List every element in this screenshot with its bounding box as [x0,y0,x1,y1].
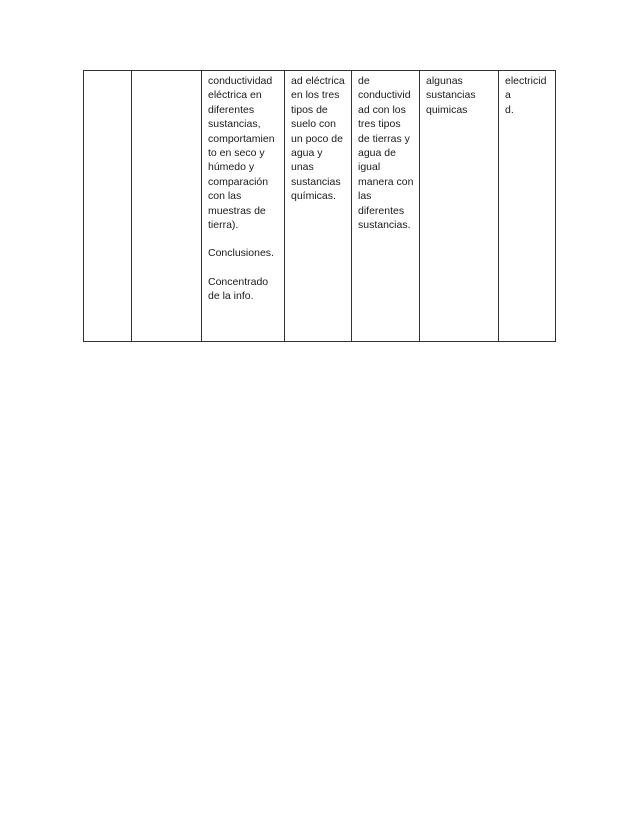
table-cell-2 [132,71,202,342]
table-cell-4 [285,71,352,342]
data-table [83,70,556,342]
cell-paragraph: electricida d. [505,75,547,116]
table-cell-1 [84,71,132,342]
table-cell-6 [420,71,499,342]
table-cell-7 [499,71,556,342]
table-row [84,71,556,342]
table-cell-3 [202,71,285,342]
cell-paragraph: Conclusiones. [208,247,274,260]
cell-paragraph: Concentrado de la info. [208,275,269,303]
cell-paragraph: algunas sustancias quimicas [426,75,476,116]
cell-paragraph: ad eléctrica en los tres tipos de suelo con un poco de agua y unas sustancias químicas. [291,75,345,203]
cell-paragraph: conductividad eléctrica en diferentes sustancias, comportamien to en seco y húmedo y comparación con las muestras de tierra). [208,75,275,232]
table-cell-5 [352,71,420,342]
cell-paragraph: de conductivid ad con los tres tipos de tierras y agua de igual manera con las diferentes sustancias. [358,75,414,232]
